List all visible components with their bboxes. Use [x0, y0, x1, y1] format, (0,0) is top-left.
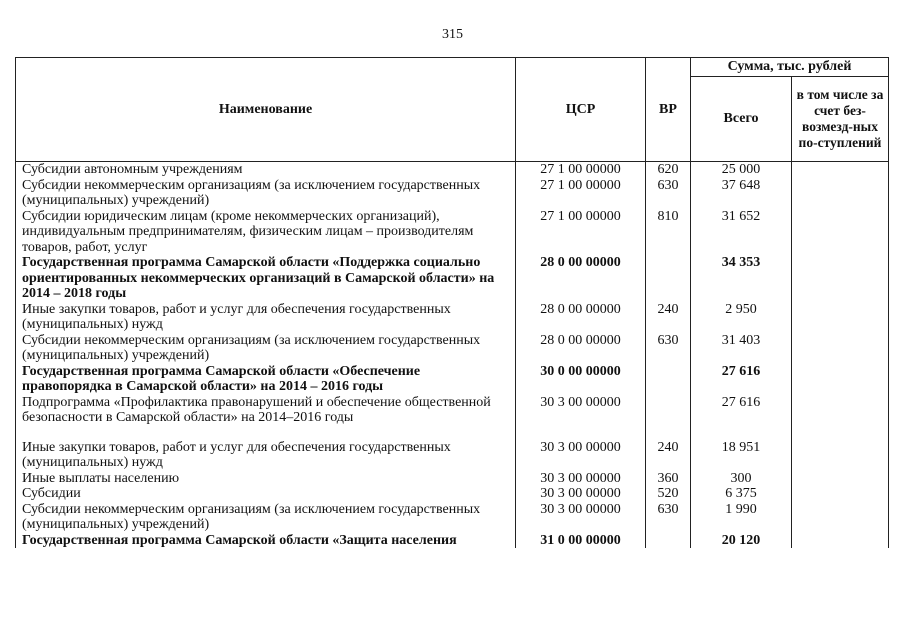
- row-name: Субсидии некоммерческим организациям (за исключением государственных (муниципальных) учреждений): [16, 178, 516, 209]
- spacer-cell: [16, 426, 516, 440]
- row-gratuitous: [792, 255, 889, 302]
- table-row: [16, 395, 889, 426]
- row-csr: 28 0 00 00000: [516, 302, 646, 333]
- row-gratuitous: [792, 209, 889, 256]
- header-sum: Сумма, тыс. рублей: [691, 58, 889, 77]
- row-vr: 360: [646, 471, 691, 487]
- row-csr: 30 3 00 00000: [516, 502, 646, 533]
- row-csr: 28 0 00 00000: [516, 255, 646, 302]
- row-vr: [646, 255, 691, 302]
- row-total: 18 951: [691, 440, 792, 471]
- row-csr: 30 3 00 00000: [516, 395, 646, 426]
- table-row: [16, 471, 889, 487]
- row-gratuitous: [792, 533, 889, 549]
- table-row: [16, 255, 889, 302]
- spacer-cell: [792, 426, 889, 440]
- row-name: Государственная программа Самарской области «Защита населения: [16, 533, 516, 549]
- row-gratuitous: [792, 486, 889, 502]
- row-csr: 27 1 00 00000: [516, 178, 646, 209]
- row-csr: 27 1 00 00000: [516, 209, 646, 256]
- row-name: Государственная программа Самарской области «Поддержка социально ориентированных некоммерческих организаций в Самарской области» на 2014 – 2018 годы: [16, 255, 516, 302]
- row-total: 34 353: [691, 255, 792, 302]
- row-vr: [646, 395, 691, 426]
- header-name: Наименование: [16, 58, 516, 162]
- row-name: Субсидии автономным учреждениям: [16, 162, 516, 178]
- row-total: 31 652: [691, 209, 792, 256]
- row-total: 37 648: [691, 178, 792, 209]
- table-row: [16, 440, 889, 471]
- row-total: 31 403: [691, 333, 792, 364]
- row-csr: 30 3 00 00000: [516, 471, 646, 487]
- row-vr: 630: [646, 178, 691, 209]
- row-total: 300: [691, 471, 792, 487]
- row-gratuitous: [792, 364, 889, 395]
- row-vr: 240: [646, 440, 691, 471]
- spacer-row: [16, 426, 889, 440]
- row-total: 2 950: [691, 302, 792, 333]
- row-gratuitous: [792, 471, 889, 487]
- row-name: Иные закупки товаров, работ и услуг для обеспечения государственных (муниципальных) нужд: [16, 302, 516, 333]
- row-vr: 620: [646, 162, 691, 178]
- budget-table: [15, 57, 889, 548]
- row-csr: 30 3 00 00000: [516, 486, 646, 502]
- page-number: 315: [442, 27, 463, 42]
- spacer-cell: [646, 426, 691, 440]
- row-gratuitous: [792, 162, 889, 178]
- row-gratuitous: [792, 502, 889, 533]
- row-csr: 30 3 00 00000: [516, 440, 646, 471]
- row-name: Подпрограмма «Профилактика правонарушений и обеспечение общественной безопасности в Самарской области» на 2014–2016 годы: [16, 395, 516, 426]
- row-vr: 240: [646, 302, 691, 333]
- row-csr: 31 0 00 00000: [516, 533, 646, 549]
- row-csr: 28 0 00 00000: [516, 333, 646, 364]
- row-gratuitous: [792, 395, 889, 426]
- row-total: 6 375: [691, 486, 792, 502]
- table-header: [16, 58, 889, 162]
- row-name: Субсидии: [16, 486, 516, 502]
- row-csr: 30 0 00 00000: [516, 364, 646, 395]
- table-row: [16, 502, 889, 533]
- table-row: [16, 486, 889, 502]
- row-gratuitous: [792, 440, 889, 471]
- row-name: Иные закупки товаров, работ и услуг для обеспечения государственных (муниципальных) нужд: [16, 440, 516, 471]
- row-total: 1 990: [691, 502, 792, 533]
- row-name: Иные выплаты населению: [16, 471, 516, 487]
- row-gratuitous: [792, 178, 889, 209]
- row-vr: [646, 364, 691, 395]
- table-row: [16, 162, 889, 178]
- header-csr: ЦСР: [516, 58, 646, 162]
- row-csr: 27 1 00 00000: [516, 162, 646, 178]
- row-vr: 810: [646, 209, 691, 256]
- row-name: Субсидии некоммерческим организациям (за исключением государственных (муниципальных) учреждений): [16, 333, 516, 364]
- spacer-cell: [516, 426, 646, 440]
- header-vr: ВР: [646, 58, 691, 162]
- row-vr: 520: [646, 486, 691, 502]
- row-vr: 630: [646, 333, 691, 364]
- row-total: 27 616: [691, 364, 792, 395]
- header-total: Всего: [691, 77, 792, 162]
- row-gratuitous: [792, 333, 889, 364]
- row-gratuitous: [792, 302, 889, 333]
- row-vr: [646, 533, 691, 549]
- table-row: [16, 209, 889, 256]
- table-row: [16, 178, 889, 209]
- header-gratuitous: в том числе за счет без-возмезд-ных по-ступлений: [792, 77, 889, 162]
- spacer-cell: [691, 426, 792, 440]
- row-total: 20 120: [691, 533, 792, 549]
- row-vr: 630: [646, 502, 691, 533]
- table-row: [16, 533, 889, 549]
- row-name: Государственная программа Самарской области «Обеспечение правопорядка в Самарской области» на 2014 – 2016 годы: [16, 364, 516, 395]
- row-name: Субсидии некоммерческим организациям (за исключением государственных (муниципальных) учреждений): [16, 502, 516, 533]
- table-row: [16, 302, 889, 333]
- row-total: 25 000: [691, 162, 792, 178]
- table-row: [16, 333, 889, 364]
- row-name: Субсидии юридическим лицам (кроме некоммерческих организаций), индивидуальным предпринимателям, физическим лицам – производителям товаров, работ, услуг: [16, 209, 516, 256]
- table-row: [16, 364, 889, 395]
- table-body: [16, 162, 889, 549]
- row-total: 27 616: [691, 395, 792, 426]
